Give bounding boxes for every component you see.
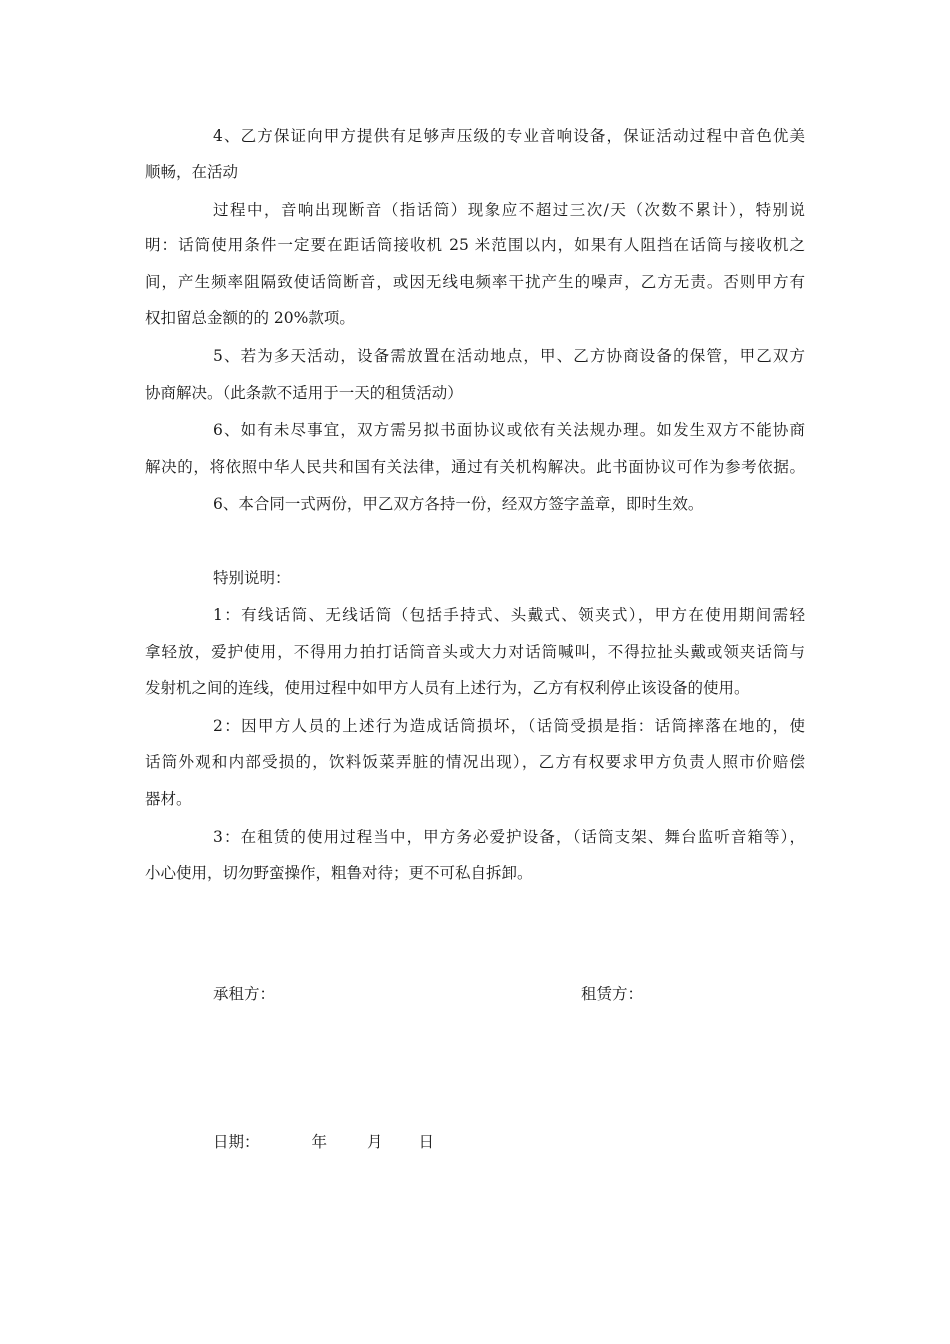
clause-6a-line-1: 6、如有未尽事宜，双方需另拟书面协议或依有关法规办理。如发生双方不能协商 [213,421,805,439]
date-year: 年 [311,1133,328,1151]
date-month: 月 [367,1133,383,1151]
date-label: 日期： [213,1133,260,1151]
clause-4b-line-2: 明：话筒使用条件一定要在距话筒接收机 25 米范围以内，如果有人阻挡在话筒与接收机之 [145,236,805,254]
special-1-line-3: 发射机之间的连线，使用过程中如甲方人员有上述行为，乙方有权利停止该设备的使用。 [145,679,750,697]
date-row [213,1130,434,1152]
clause-4b-line-3: 间，产生频率阻隔致使话筒断音，或因无线电频率干扰产生的噪声，乙方无责。否则甲方有 [145,273,805,291]
date-day: 日 [418,1133,435,1151]
clause-5-line-1: 5、若为多天活动，设备需放置在活动地点，甲、乙方协商设备的保管，甲乙双方 [213,347,805,365]
clause-5-line-2: 协商解决。（此条款不适用于一天的租赁活动） [145,384,463,402]
special-1-line-2: 拿轻放，爱护使用，不得用力拍打话筒音头或大力对话筒喊叫，不得拉扯头戴或领夹话筒与 [145,643,805,661]
lessee-label: 承租方： [213,985,276,1003]
clause-6b-line-1: 6、本合同一式两份，甲乙双方各持一份，经双方签字盖章，即时生效。 [213,495,704,513]
lessor-label: 租赁方： [581,985,644,1003]
special-2-line-2: 话筒外观和内部受损的，饮料饭菜弄脏的情况出现），乙方有权要求甲方负责人照市价赔偿 [145,753,805,771]
special-3-line-2: 小心使用，切勿野蛮操作，粗鲁对待；更不可私自拆卸。 [145,864,533,882]
clause-4-line-2: 顺畅，在活动 [145,163,239,181]
clause-4b-line-1: 过程中，音响出现断音（指话筒）现象应不超过三次/天（次数不累计），特别说 [213,201,805,219]
clause-4-line-1: 4、乙方保证向甲方提供有足够声压级的专业音响设备，保证活动过程中音色优美 [213,127,805,145]
clause-6a-line-2: 解决的，将依照中华人民共和国有关法律，通过有关机构解决。此书面协议可作为参考依据。 [145,458,805,476]
special-2-line-3: 器材。 [145,790,192,808]
clause-4b-line-4: 权扣留总金额的的 20%款项。 [145,309,355,327]
special-2-line-1: 2：因甲方人员的上述行为造成话筒损坏，（话筒受损是指：话筒摔落在地的，使 [213,717,805,735]
special-1-line-1: 1：有线话筒、无线话筒（包括手持式、头戴式、领夹式），甲方在使用期间需轻 [213,606,805,624]
special-heading: 特别说明： [213,569,291,587]
special-3-line-1: 3：在租赁的使用过程当中，甲方务必爱护设备，（话筒支架、舞台监听音箱等）， [213,828,805,846]
